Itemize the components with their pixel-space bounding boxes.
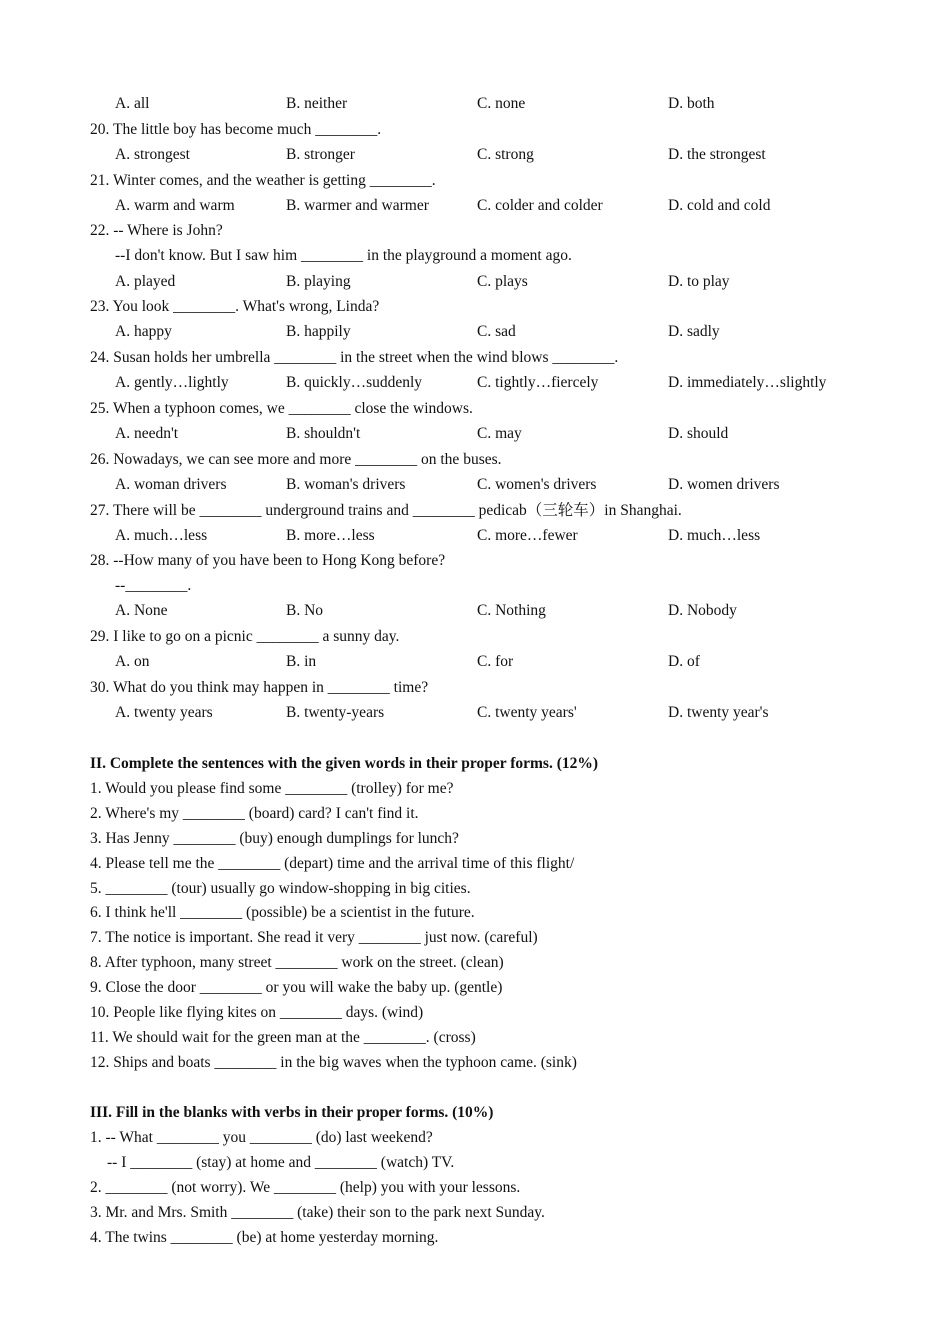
option-b: B. in xyxy=(286,653,317,670)
section-2-item: 12. Ships and boats ________ in the big waves when the typhoon came. (sink) xyxy=(90,1054,577,1071)
q24-options xyxy=(0,373,950,393)
question-28: 28. --How many of you have been to Hong Kong before? xyxy=(90,552,446,569)
option-c: C. Nothing xyxy=(477,602,546,619)
q23-options xyxy=(0,322,950,342)
option-a: A. played xyxy=(115,273,176,290)
option-d: D. twenty year's xyxy=(668,704,769,721)
option-c: C. may xyxy=(477,425,522,442)
option-a: A. on xyxy=(115,653,150,670)
option-b: B. quickly…suddenly xyxy=(286,374,423,391)
option-b: B. twenty-years xyxy=(286,704,385,721)
option-d: D. Nobody xyxy=(668,602,737,619)
q30-options xyxy=(0,703,950,723)
question-21: 21. Winter comes, and the weather is getting ________. xyxy=(90,172,436,189)
option-a: A. strongest xyxy=(115,146,190,163)
option-b: B. stronger xyxy=(286,146,355,163)
option-c: C. strong xyxy=(477,146,534,163)
option-d: D. cold and cold xyxy=(668,197,771,214)
option-d: D. much…less xyxy=(668,527,761,544)
option-c: C. for xyxy=(477,653,514,670)
option-d: D. both xyxy=(668,95,715,112)
section-3-heading: III. Fill in the blanks with verbs in their proper forms. (10%) xyxy=(90,1104,494,1121)
option-c: C. sad xyxy=(477,323,516,340)
question-23: 23. You look ________. What's wrong, Linda? xyxy=(90,298,380,315)
option-b: B. shouldn't xyxy=(286,425,361,442)
option-d: D. sadly xyxy=(668,323,720,340)
option-c: C. more…fewer xyxy=(477,527,578,544)
question-25: 25. When a typhoon comes, we ________ close the windows. xyxy=(90,400,473,417)
option-d: D. the strongest xyxy=(668,146,766,163)
section-3-item: -- I ________ (stay) at home and ________ (watch) TV. xyxy=(107,1154,455,1171)
section-3-item: 3. Mr. and Mrs. Smith ________ (take) their son to the park next Sunday. xyxy=(90,1204,545,1221)
option-d: D. should xyxy=(668,425,729,442)
section-2-item: 7. The notice is important. She read it very ________ just now. (careful) xyxy=(90,929,538,946)
option-a: A. needn't xyxy=(115,425,179,442)
question-22-reply: --I don't know. But I saw him ________ in the playground a moment ago. xyxy=(115,247,572,264)
q29-options xyxy=(0,652,950,672)
question-20: 20. The little boy has become much ________. xyxy=(90,121,382,138)
option-a: A. None xyxy=(115,602,168,619)
option-a: A. twenty years xyxy=(115,704,213,721)
option-b: B. more…less xyxy=(286,527,375,544)
question-26: 26. Nowadays, we can see more and more ________ on the buses. xyxy=(90,451,502,468)
option-d: D. immediately…slightly xyxy=(668,374,827,391)
option-b: B. playing xyxy=(286,273,351,290)
option-d: D. to play xyxy=(668,273,730,290)
section-2-heading: II. Complete the sentences with the given words in their proper forms. (12%) xyxy=(90,755,599,772)
option-b: B. woman's drivers xyxy=(286,476,406,493)
option-a: A. all xyxy=(115,95,150,112)
question-24: 24. Susan holds her umbrella ________ in the street when the wind blows ________. xyxy=(90,349,619,366)
q22-options xyxy=(0,272,950,292)
option-b: B. warmer and warmer xyxy=(286,197,429,214)
option-c: C. none xyxy=(477,95,526,112)
section-2-item: 3. Has Jenny ________ (buy) enough dumplings for lunch? xyxy=(90,830,459,847)
section-2-item: 2. Where's my ________ (board) card? I can't find it. xyxy=(90,805,419,822)
option-a: A. gently…lightly xyxy=(115,374,229,391)
section-3-item: 2. ________ (not worry). We ________ (help) you with your lessons. xyxy=(90,1179,521,1196)
option-a: A. happy xyxy=(115,323,172,340)
question-29: 29. I like to go on a picnic ________ a sunny day. xyxy=(90,628,400,645)
question-30: 30. What do you think may happen in ________ time? xyxy=(90,679,429,696)
option-a: A. warm and warm xyxy=(115,197,235,214)
section-2-item: 8. After typhoon, many street ________ work on the street. (clean) xyxy=(90,954,504,971)
section-2-item: 1. Would you please find some ________ (trolley) for me? xyxy=(90,780,454,797)
section-3-item: 4. The twins ________ (be) at home yesterday morning. xyxy=(90,1229,439,1246)
question-28-reply: --________. xyxy=(115,577,192,594)
option-c: C. colder and colder xyxy=(477,197,603,214)
question-27: 27. There will be ________ underground trains and ________ pedicab（三轮车）in Shanghai. xyxy=(90,502,682,519)
option-a: A. woman drivers xyxy=(115,476,227,493)
option-b: B. neither xyxy=(286,95,348,112)
section-2-item: 6. I think he'll ________ (possible) be a scientist in the future. xyxy=(90,904,475,921)
option-d: D. women drivers xyxy=(668,476,780,493)
q19-options xyxy=(0,94,950,114)
section-2-item: 5. ________ (tour) usually go window-shopping in big cities. xyxy=(90,880,471,897)
q21-options xyxy=(0,196,950,216)
section-2-item: 9. Close the door ________ or you will wake the baby up. (gentle) xyxy=(90,979,503,996)
q25-options xyxy=(0,424,950,444)
q26-options xyxy=(0,475,950,495)
section-3-item: 1. -- What ________ you ________ (do) last weekend? xyxy=(90,1129,433,1146)
option-c: C. plays xyxy=(477,273,528,290)
section-2-item: 4. Please tell me the ________ (depart) time and the arrival time of this flight/ xyxy=(90,855,575,872)
question-22: 22. -- Where is John? xyxy=(90,222,223,239)
option-d: D. of xyxy=(668,653,700,670)
option-c: C. women's drivers xyxy=(477,476,597,493)
option-b: B. No xyxy=(286,602,324,619)
option-a: A. much…less xyxy=(115,527,208,544)
section-2-item: 10. People like flying kites on ________ days. (wind) xyxy=(90,1004,424,1021)
q28-options xyxy=(0,601,950,621)
section-2-item: 11. We should wait for the green man at the ________. (cross) xyxy=(90,1029,476,1046)
q27-options xyxy=(0,526,950,546)
option-c: C. twenty years' xyxy=(477,704,577,721)
option-b: B. happily xyxy=(286,323,351,340)
q20-options xyxy=(0,145,950,165)
option-c: C. tightly…fiercely xyxy=(477,374,599,391)
